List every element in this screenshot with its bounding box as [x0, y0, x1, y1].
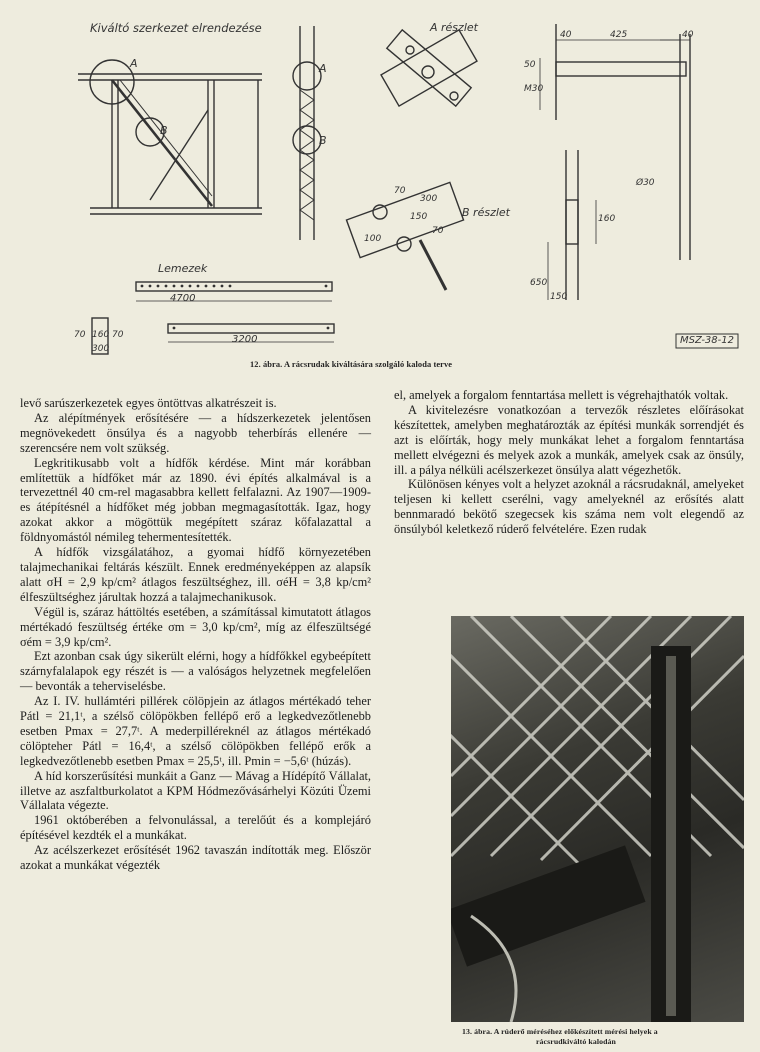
paragraph: Legkritikusabb volt a hídfők kérdése. Mint már korábban említettük a hídfőket már az 1890. évi építés alkalmával is a tervezettnél 40 cm-rel magasabbra kellett felfalazni. Az 1907—1909-es átépítésnél a hídfőket még jobban megmagasították. Igaz, hogy azokat akkor a mögöttük megépített száraz kőfalazattal a földnyomástól némileg tehermentesítették. [20, 455, 371, 545]
paragraph: levő sarúszerkezetek egyes öntöttvas alkatrészeit is. [20, 396, 277, 410]
dim-70c: 70 [74, 330, 86, 340]
paragraph: Az I. IV. hullámtéri pillérek cölöpjein az átlagos mértékadó teher Pátl = 21,1ᵗ, a szélső cölöpökben fellépő erő a legkedvezőtlenebb esetben Pmax = 27,7ᵗ. A mederpilléreknél az átlagos mértékadó cölöpteher Pátl = 16,4ᵗ, a szélső cölöpökben fellépő erők a legkedvezőtlenebb esetben Pmax = 25,5ᵗ, ill. Pmin = −5,6ᵗ (húzás). [20, 694, 371, 768]
plates-label: Lemezek [158, 262, 208, 275]
dim-425: 425 [610, 30, 628, 40]
paragraph: A híd korszerűsítési munkáit a Ganz — Mávag a Hídépítő Vállalat, illetve az aszfaltburkolatot a KPM Hódmezővásárhelyi Közúti Üzemi Vállalata végezte. [20, 768, 371, 813]
mark-a: A [130, 57, 138, 70]
detail-a-label: A részlet [430, 21, 478, 34]
paragraph: Végül is, száraz háttöltés esetében, a számítással kimutatott átlagos mértékadó feszültség értéke σm = 3,0 kp/cm², míg az élfeszültségé σém = 3,9 kp/cm². [20, 604, 371, 649]
paragraph: Különösen kényes volt a helyzet azoknál a rácsrudaknál, amelyeket teljesen ki kellett cserélni, vagy amelyeknél az erősítés alatt bennmaradó bekötő szegecsek kis száma nem volt elegendő az önsúlyból keletkező rúderő felvételére. Ezen rudak [394, 477, 744, 537]
figure-13-caption-line1: 13. ábra. A rúderő méréséhez előkészített mérési helyek a [462, 1027, 658, 1036]
dim-70b: 70 [432, 226, 444, 236]
dim-40a: 40 [682, 30, 694, 40]
dim-150b: 150 [550, 292, 568, 302]
dim-100: 100 [364, 234, 382, 244]
right-text-column [394, 388, 744, 537]
paragraph: Az acélszerkezet erősítését 1962 tavaszán indították meg. Először azokat a munkákat végezték [20, 843, 371, 873]
standard-stamp: MSZ-38-12 [680, 335, 734, 346]
figure-13-caption-line2: rácsrudkiváltó kalodán [536, 1037, 616, 1046]
dim-150a: 150 [410, 212, 428, 222]
dim-70a: 70 [394, 186, 406, 196]
dim-300a: 300 [420, 194, 438, 204]
dim-40b: 40 [560, 30, 572, 40]
lattice-photo-illustration [451, 616, 744, 1022]
paragraph: A hídfők vizsgálatához, a gyomai hídfő környezetében talajmechanikai feltárás készült. Ennek eredményeképpen az alapsík alatt σH = 2,9 kp/cm² átlagos feszültséghez, ill. σéH = 3,8 kp/cm² élfeszültséghez járultak hozzá a talajmechanikusok. [20, 545, 371, 604]
paragraph: 1961 októberében a felvonulással, a terelőút és a komplejáró építésével kezdték el a munkákat. [20, 813, 371, 843]
dim-50: 50 [524, 60, 536, 70]
mark-a2: A [319, 62, 327, 75]
paragraph: Az alépítmények erősítésére — a hídszerkezetek jelentősen megnövekedett önsúlya és a nagyobb teherbírás ellenére — szerencsére nem volt szükség. [20, 410, 371, 455]
detail-b-label: B részlet [462, 206, 510, 219]
figure-12 [0, 0, 760, 372]
mark-b: B [160, 124, 168, 137]
figure-13-photo [451, 616, 744, 1022]
dim-4700: 4700 [170, 293, 196, 304]
dim-70d: 70 [112, 330, 124, 340]
paragraph: Ezt azonban csak úgy sikerült elérni, hogy a hídfőkkel egybeépített szárnyfalalapok egy részét is — a valóságos helyzetnek megfelelően — bevonták a teherviselésbe. [20, 649, 371, 694]
dim-3200: 3200 [232, 334, 258, 345]
dim-160b: 160 [92, 330, 110, 340]
dim-650: 650 [530, 278, 548, 288]
drawing-title-label: Kiváltó szerkezet elrendezése [90, 21, 262, 35]
left-text-column [20, 396, 371, 873]
paragraph: el, amelyek a forgalom fenntartása mellett is végrehajthatók voltak. [394, 388, 729, 402]
dim-m30: M30 [524, 84, 544, 94]
figure-12-caption: 12. ábra. A rácsrudak kiváltására szolgáló kaloda terve [250, 360, 453, 369]
mark-b2: B [319, 134, 327, 147]
dim-30: Ø30 [636, 178, 655, 188]
dim-300b: 300 [92, 344, 110, 354]
paragraph: A kivitelezésre vonatkozóan a tervezők részletes előírásokat készítettek, amelyben meghatározták az építési munkák sorrendjét és azt is előírták, hogy mely munkákat lehet a forgalom fenntartása mellett elvégezni és melyek azok a munkák, amelyek csak az önsúly, ill. a pálya nélküli acélszerkezet önsúlya alatt végezhetők. [394, 402, 744, 477]
dim-160a: 160 [598, 214, 616, 224]
